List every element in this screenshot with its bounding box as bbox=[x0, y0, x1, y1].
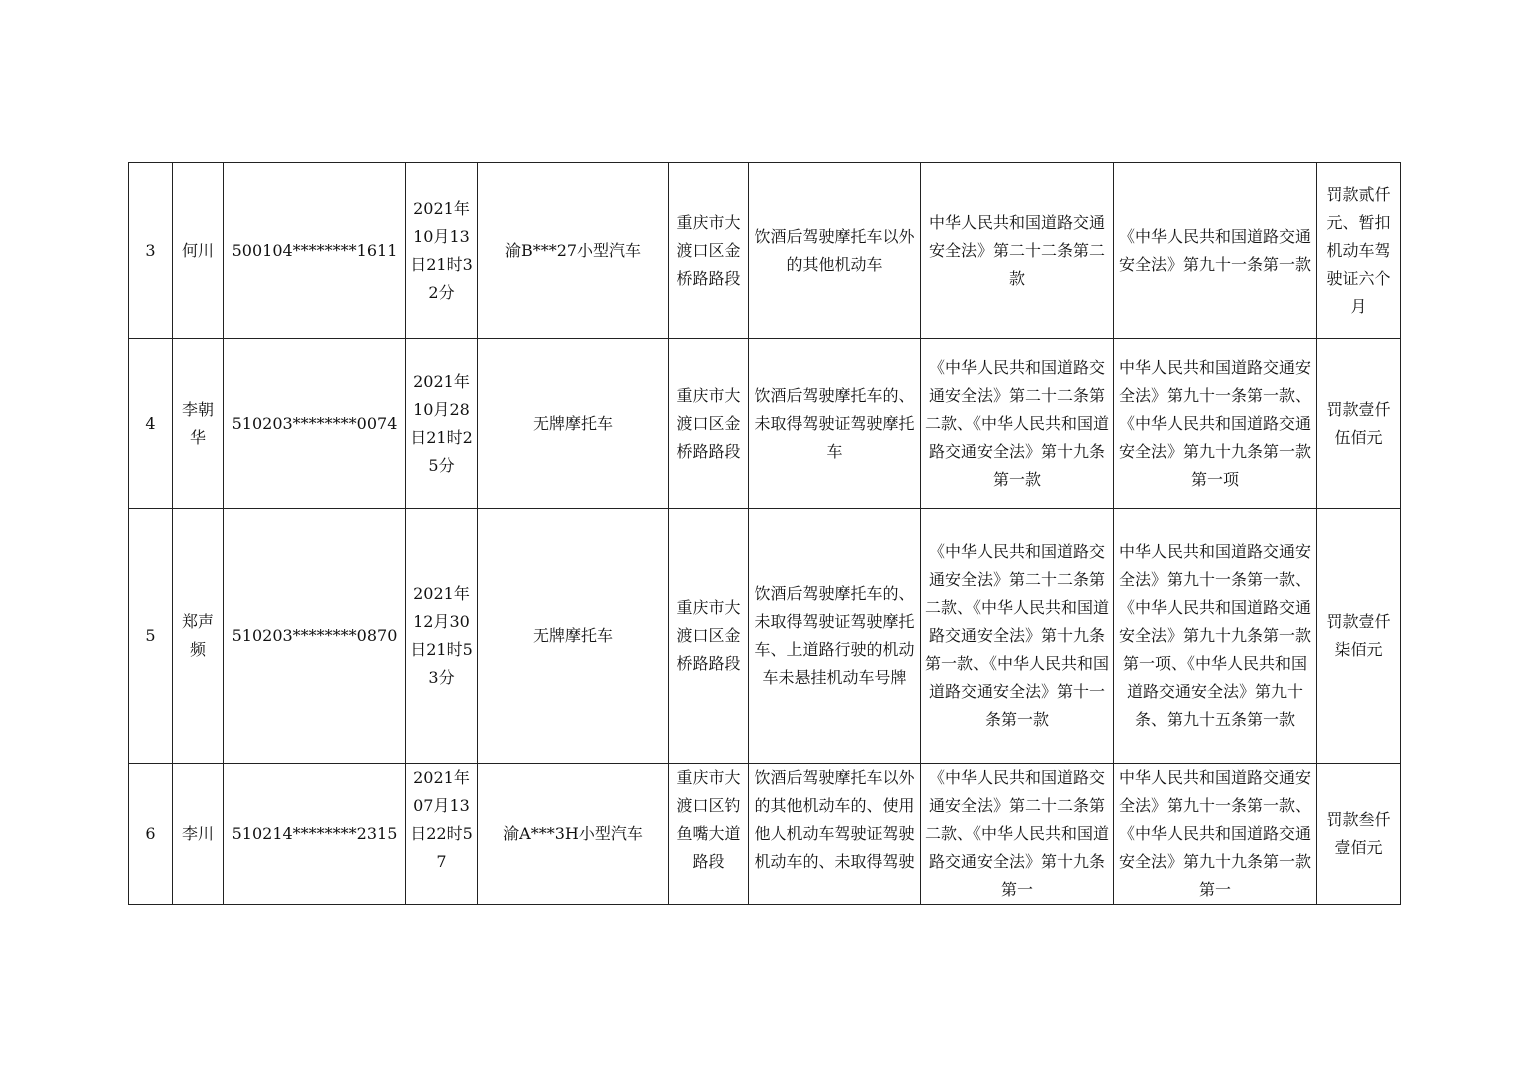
id-number: 500104********1611 bbox=[224, 163, 406, 339]
location: 重庆市大渡口区金桥路路段 bbox=[669, 509, 749, 764]
table-row bbox=[129, 339, 1401, 509]
table-row bbox=[129, 509, 1401, 764]
vehicle: 渝B***27小型汽车 bbox=[478, 163, 669, 339]
legal-basis: 中华人民共和国道路交通安全法》第二十二条第二款 bbox=[921, 163, 1114, 339]
id-number: 510203********0074 bbox=[224, 339, 406, 509]
violation: 饮酒后驾驶摩托车的、未取得驾驶证驾驶摩托车 bbox=[749, 339, 921, 509]
penalty: 罚款贰仟元、暂扣机动车驾驶证六个月 bbox=[1317, 163, 1401, 339]
vehicle: 无牌摩托车 bbox=[478, 509, 669, 764]
penalty: 罚款壹仟伍佰元 bbox=[1317, 339, 1401, 509]
penalty-basis: 中华人民共和国道路交通安全法》第九十一条第一款、《中华人民共和国道路交通安全法》第九十九条第一款第一 bbox=[1114, 764, 1317, 905]
party-name: 李川 bbox=[173, 764, 224, 905]
violation: 饮酒后驾驶摩托车以外的其他机动车的、使用他人机动车驾驶证驾驶机动车的、未取得驾驶 bbox=[749, 764, 921, 905]
party-name: 郑声频 bbox=[173, 509, 224, 764]
penalty-basis: 中华人民共和国道路交通安全法》第九十一条第一款、《中华人民共和国道路交通安全法》第九十九条第一款第一项 bbox=[1114, 339, 1317, 509]
legal-basis: 《中华人民共和国道路交通安全法》第二十二条第二款、《中华人民共和国道路交通安全法》第十九条第一 bbox=[921, 764, 1114, 905]
vehicle: 无牌摩托车 bbox=[478, 339, 669, 509]
party-name: 何川 bbox=[173, 163, 224, 339]
vehicle: 渝A***3H小型汽车 bbox=[478, 764, 669, 905]
party-name: 李朝华 bbox=[173, 339, 224, 509]
location: 重庆市大渡口区金桥路路段 bbox=[669, 339, 749, 509]
violation: 饮酒后驾驶摩托车以外的其他机动车 bbox=[749, 163, 921, 339]
table-row bbox=[129, 163, 1401, 339]
violation: 饮酒后驾驶摩托车的、未取得驾驶证驾驶摩托车、上道路行驶的机动车未悬挂机动车号牌 bbox=[749, 509, 921, 764]
penalty-basis: 中华人民共和国道路交通安全法》第九十一条第一款、《中华人民共和国道路交通安全法》第九十九条第一款第一项、《中华人民共和国道路交通安全法》第九十条、第九十五条第一款 bbox=[1114, 509, 1317, 764]
penalty: 罚款壹仟柒佰元 bbox=[1317, 509, 1401, 764]
legal-basis: 《中华人民共和国道路交通安全法》第二十二条第二款、《中华人民共和国道路交通安全法》第十九条第一款、《中华人民共和国道路交通安全法》第十一条第一款 bbox=[921, 509, 1114, 764]
id-number: 510203********0870 bbox=[224, 509, 406, 764]
id-number: 510214********2315 bbox=[224, 764, 406, 905]
row-number: 3 bbox=[129, 163, 173, 339]
violation-time: 2021年10月28日21时25分 bbox=[406, 339, 478, 509]
penalty: 罚款叁仟壹佰元 bbox=[1317, 764, 1401, 905]
penalty-basis: 《中华人民共和国道路交通安全法》第九十一条第一款 bbox=[1114, 163, 1317, 339]
violation-time: 2021年07月13日22时57 bbox=[406, 764, 478, 905]
row-number: 6 bbox=[129, 764, 173, 905]
violation-time: 2021年12月30日21时53分 bbox=[406, 509, 478, 764]
location: 重庆市大渡口区金桥路路段 bbox=[669, 163, 749, 339]
penalty-records-table bbox=[128, 162, 1401, 905]
table-row bbox=[129, 764, 1401, 905]
location: 重庆市大渡口区钓鱼嘴大道路段 bbox=[669, 764, 749, 905]
row-number: 5 bbox=[129, 509, 173, 764]
row-number: 4 bbox=[129, 339, 173, 509]
violation-time: 2021年10月13日21时32分 bbox=[406, 163, 478, 339]
legal-basis: 《中华人民共和国道路交通安全法》第二十二条第二款、《中华人民共和国道路交通安全法》第十九条第一款 bbox=[921, 339, 1114, 509]
